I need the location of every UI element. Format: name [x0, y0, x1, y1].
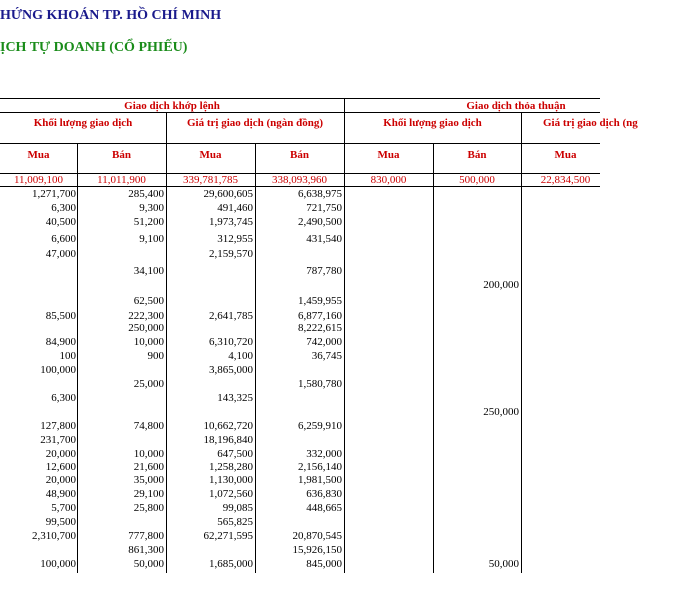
table-cell: 25,000: [133, 378, 164, 390]
col-divider-5: [433, 143, 434, 573]
table-cell: 100,000: [40, 558, 76, 570]
total-cell: 11,011,900: [97, 174, 146, 186]
table-cell: 491,460: [217, 202, 253, 214]
header-volume: Khối lượng giao dịch: [33, 117, 133, 129]
header-volume-negotiated: Khối lượng giao dịch: [383, 117, 482, 129]
table-cell: 6,877,160: [298, 310, 342, 322]
table-cell: 6,259,910: [298, 420, 342, 432]
table-cell: 99,500: [45, 516, 76, 528]
table-cell: 99,085: [222, 502, 253, 514]
totals-rule: [0, 186, 600, 187]
table-cell: 250,000: [483, 406, 519, 418]
total-cell: 339,781,785: [183, 174, 238, 186]
table-cell: 1,580,780: [298, 378, 342, 390]
table-cell: 62,271,595: [203, 530, 253, 542]
table-cell: 48,900: [45, 488, 76, 500]
header-rule-2: [0, 143, 600, 144]
table-cell: 2,156,140: [298, 461, 342, 473]
table-cell: 20,870,545: [292, 530, 342, 542]
total-cell: 500,000: [459, 174, 495, 186]
table-cell: 127,800: [40, 420, 76, 432]
table-cell: 431,540: [306, 233, 342, 245]
table-cell: 10,662,720: [203, 420, 253, 432]
total-cell: 830,000: [370, 174, 407, 186]
table-cell: 8,222,615: [298, 322, 342, 334]
table-cell: 6,310,720: [209, 336, 253, 348]
table-cell: 448,665: [306, 502, 342, 514]
table-cell: 1,130,000: [209, 474, 253, 486]
table-cell: 3,865,000: [209, 364, 253, 376]
table-cell: 12,600: [45, 461, 76, 473]
header-matched-trades: Giao dịch khớp lệnh: [124, 100, 220, 112]
table-cell: 15,926,150: [292, 544, 342, 556]
total-cell: 338,093,960: [272, 174, 327, 186]
table-cell: 861,300: [128, 544, 164, 556]
header-sell: Bán: [290, 149, 309, 161]
table-cell: 1,685,000: [209, 558, 253, 570]
table-cell: 20,000: [45, 474, 76, 486]
table-cell: 565,825: [217, 516, 253, 528]
header-buy: Mua: [199, 149, 222, 161]
table-cell: 4,100: [228, 350, 253, 362]
table-cell: 143,325: [217, 392, 253, 404]
table-cell: 2,641,785: [209, 310, 253, 322]
table-cell: 9,300: [139, 202, 164, 214]
table-cell: 5,700: [51, 502, 76, 514]
table-cell: 250,000: [128, 322, 164, 334]
total-cell: 22,834,500: [540, 174, 591, 186]
table-cell: 18,196,840: [203, 434, 253, 446]
table-cell: 1,973,745: [209, 216, 253, 228]
table-cell: 231,700: [40, 434, 76, 446]
table-cell: 74,800: [133, 420, 164, 432]
table-cell: 10,000: [133, 448, 164, 460]
header-buy: Mua: [554, 149, 577, 161]
table-cell: 2,159,570: [209, 248, 253, 260]
table-cell: 50,000: [488, 558, 519, 570]
header-value: Giá trị giao dịch (ngàn đồng): [187, 117, 323, 129]
table-cell: 1,258,280: [209, 461, 253, 473]
table-cell: 50,000: [133, 558, 164, 570]
table-cell: 6,300: [51, 202, 76, 214]
table-cell: 100: [59, 350, 76, 362]
table-cell: 1,981,500: [298, 474, 342, 486]
table-cell: 845,000: [306, 558, 342, 570]
header-buy: Mua: [377, 149, 400, 161]
table-cell: 40,500: [45, 216, 76, 228]
table-cell: 312,955: [217, 233, 253, 245]
header-value-negotiated: Giá trị giao dịch (ng: [543, 117, 638, 129]
header-negotiated-trades: Giao dịch thỏa thuận: [466, 100, 566, 112]
table-cell: 222,300: [128, 310, 164, 322]
total-cell: 11,009,100: [13, 174, 64, 186]
header-rule-1: [0, 112, 600, 113]
table-cell: 721,750: [306, 202, 342, 214]
table-cell: 20,000: [45, 448, 76, 460]
table-cell: 332,000: [306, 448, 342, 460]
report-subtitle: ỊCH TỰ DOANH (CỔ PHIẾU): [0, 40, 188, 55]
table-cell: 100,000: [40, 364, 76, 376]
table-cell: 777,800: [128, 530, 164, 542]
table-cell: 285,400: [128, 188, 164, 200]
table-cell: 34,100: [133, 265, 164, 277]
table-top-rule: [0, 98, 600, 99]
table-cell: 35,000: [133, 474, 164, 486]
table-cell: 25,800: [133, 502, 164, 514]
table-cell: 62,500: [133, 295, 164, 307]
col-divider-4: [344, 98, 345, 573]
table-cell: 10,000: [133, 336, 164, 348]
header-buy: Mua: [27, 149, 50, 161]
table-cell: 85,500: [45, 310, 76, 322]
header-sell: Bán: [467, 149, 487, 161]
col-divider-3: [255, 143, 256, 573]
report-title: HỨNG KHOÁN TP. HỒ CHÍ MINH: [0, 8, 222, 23]
table-cell: 636,830: [306, 488, 342, 500]
table-cell: 29,100: [133, 488, 164, 500]
table-cell: 742,000: [306, 336, 342, 348]
table-cell: 9,100: [139, 233, 164, 245]
table-cell: 51,200: [133, 216, 164, 228]
table-cell: 6,638,975: [298, 188, 342, 200]
table-cell: 900: [147, 350, 164, 362]
table-cell: 1,072,560: [209, 488, 253, 500]
table-cell: 1,459,955: [298, 295, 342, 307]
table-cell: 21,600: [133, 461, 164, 473]
table-cell: 2,490,500: [298, 216, 342, 228]
col-divider-1: [77, 143, 78, 573]
table-cell: 84,900: [45, 336, 76, 348]
table-cell: 2,310,700: [32, 530, 76, 542]
table-cell: 787,780: [306, 265, 342, 277]
header-sell: Bán: [112, 149, 131, 161]
table-cell: 6,300: [51, 392, 76, 404]
table-cell: 29,600,605: [203, 188, 253, 200]
table-cell: 200,000: [483, 279, 519, 291]
table-cell: 36,745: [311, 350, 342, 362]
table-cell: 647,500: [217, 448, 253, 460]
table-cell: 6,600: [51, 233, 76, 245]
table-cell: 1,271,700: [32, 188, 76, 200]
table-cell: 47,000: [45, 248, 76, 260]
